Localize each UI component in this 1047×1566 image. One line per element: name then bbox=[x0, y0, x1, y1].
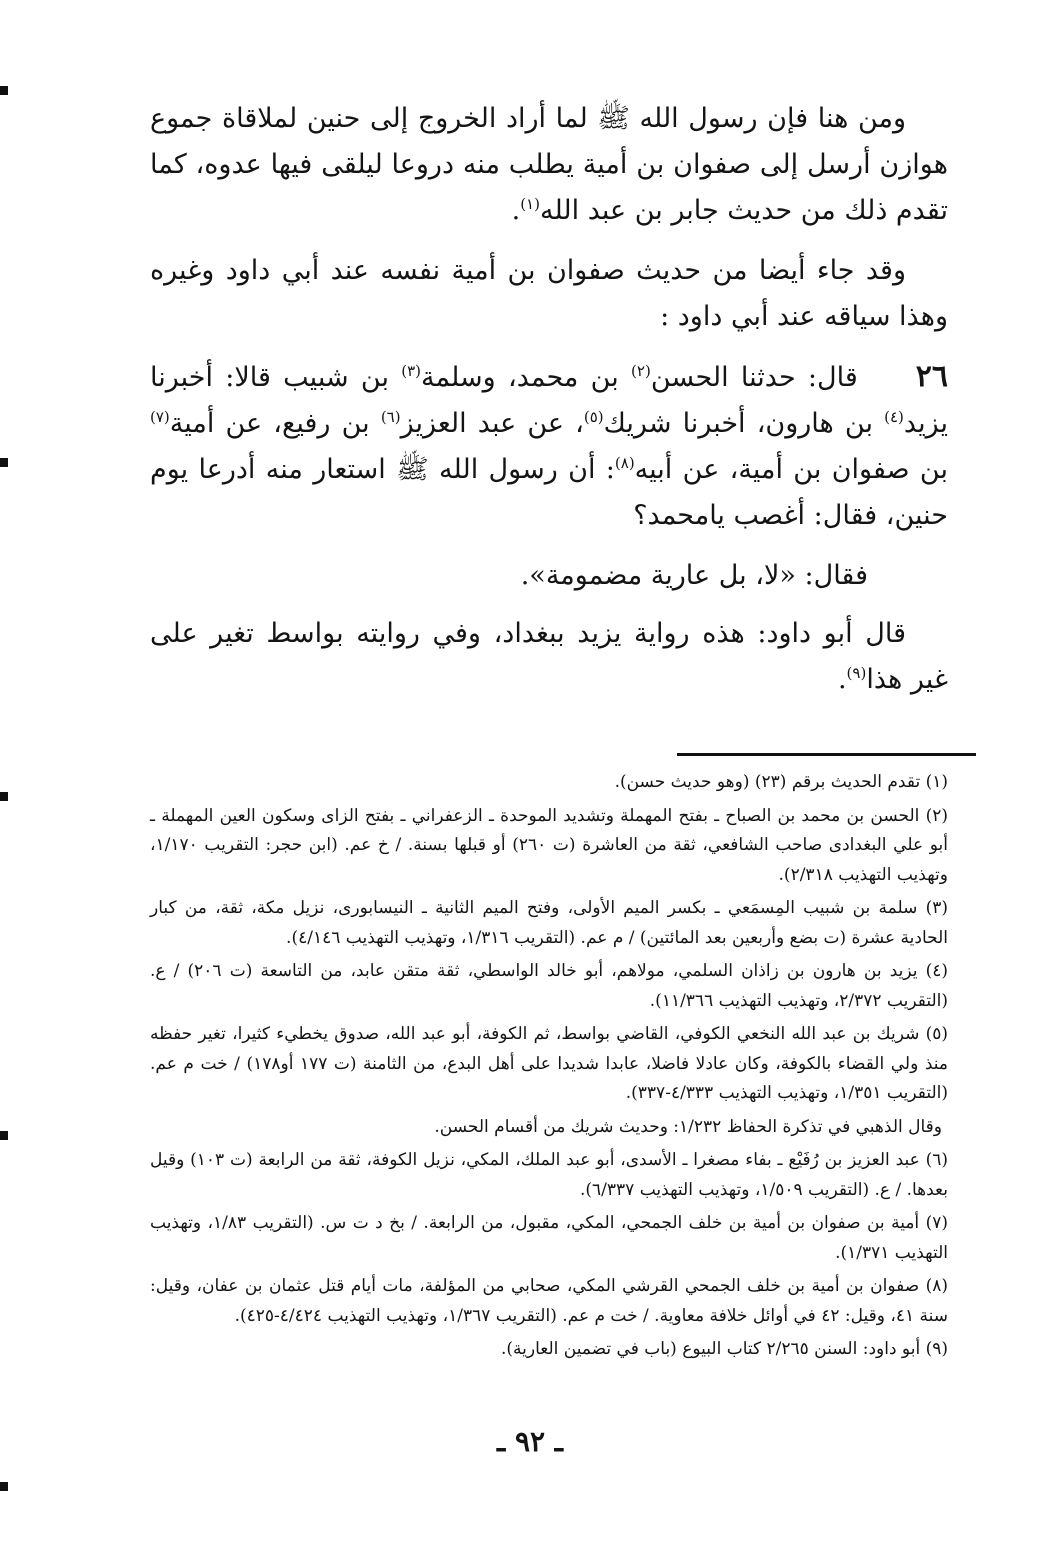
footnote-ref: (٤) bbox=[884, 408, 904, 426]
prophet-reply: فقال: «لا، بل عارية مضمومة». bbox=[520, 560, 868, 591]
footnote-ref: (٣) bbox=[401, 362, 422, 380]
hadith-paragraph: ٢٦قال: حدثنا الحسن$^{(٢)}$ بن محمد، وسلمة$^{(٣)}$ بن شبيب قالا: أخبرنا يزيد$^{(٤)}$ بن هارون، أخبرنا شريك$^{(٥)}$، عن عبد العزيز$^{(٦)}$ بن رفيع، عن أمية$^{(٧)}$ بن صفوان بن أمية، عن أبيه$^{(٨)}$: أن رسول الله ﷺ استعار منه أدرعا يوم حنين، فقال: أغصب يامحمد؟ bbox=[150, 359, 949, 531]
scan-edge-mark bbox=[0, 792, 8, 801]
hadith-number: ٢٦ bbox=[915, 359, 949, 394]
footnote-ref: (١) bbox=[520, 195, 540, 213]
footnote: (٥) شريك بن عبد الله النخعي الكوفي، القاضي بواسط، ثم الكوفة، أبو عبد الله، صدوق يخطيء كثيرا، تغير حفظه منذ ولي القضاء بالكوفة، وكان عادلا فاضلا، عابدا شديدا على أهل البدع، من الثامنة (ت ١٧٧ أو١٧٨) / خت م عم. (التقريب ١/٣٥١، وتهذيب التهذيب ٤/٣٣٣-٣٣٧). bbox=[150, 1024, 948, 1103]
footnote: (٦) عبد العزيز بن رُفَيْع ـ بفاء مصغرا ـ الأسدى، أبو عبد الملك، المكي، نزيل الكوفة، ثقة من الرابعة (ت ١٠٣) وقيل بعدها. / ع. (التقريب ١/٥٠٩، وتهذيب التهذيب ٦/٣٣٧). bbox=[150, 1150, 948, 1200]
footnote-ref: (٩) bbox=[846, 664, 867, 682]
footnote: (٣) سلمة بن شبيب المِسمَعي ـ بكسر الميم الأولى، وفتح الميم الثانية ـ النيسابورى، نزيل مكة، ثقة، من كبار الحادية عشرة (ت بضع وأربعين بعد المائتين) / م عم. (التقريب ١/٣١٦، وتهذيب التهذيب ٤/١٤٦). bbox=[150, 898, 948, 948]
scan-edge-mark bbox=[0, 458, 8, 467]
scan-edge-mark bbox=[0, 1482, 8, 1491]
footnote: (٨) صفوان بن أمية بن خلف الجمحي القرشي المكي، صحابي من المؤلفة، مات أيام قتل عثمان بن عفان، وقيل: سنة ٤١، وقيل: ٤٢ في أوائل خلافة معاوية. / خت م عم. (التقريب ١/٣٦٧، وتهذيب التهذيب ٤/٤٢٤-٤٢٥). bbox=[150, 1276, 949, 1326]
scan-edge-mark bbox=[0, 1131, 8, 1140]
paragraph-hunayn: ومن هنا فإن رسول الله ﷺ لما أراد الخروج إلى حنين لملاقاة جموع هوازن أرسل إلى صفوان بن أمية يطلب منه دروعا ليلقى فيها عدوه، كما تقدم ذلك من حديث جابر بن عبد الله$^{(١)}$. bbox=[150, 103, 948, 226]
footnote: (٢) الحسن بن محمد بن الصباح ـ بفتح المهملة وتشديد الموحدة ـ الزعفراني ـ بفتح الزاى وسكون العين المهملة ـ أبو علي البغدادى صاحب الشافعي، ثقة من العاشرة (ت ٢٦٠) أو قبلها بسنة. / خ عم. (ابن حجر: التقريب ١/١٧٠، وتهذيب التهذيب ٢/٣١٨). bbox=[150, 805, 949, 885]
footnotes bbox=[150, 768, 948, 1369]
footnote-separator bbox=[677, 753, 976, 756]
footnote: (٤) يزيد بن هارون بن زاذان السلمي، مولاهم، أبو خالد الواسطي، ثقة متقن عابد، من التاسعة (ت ٢٠٦) / ع. (التقريب ٢/٣٧٢، وتهذيب التهذيب ١١/٣٦٦). bbox=[150, 961, 948, 1011]
footnote-ref: (٥) bbox=[583, 408, 604, 426]
footnote: (٩) أبو داود: السنن ٢/٢٦٥ كتاب البيوع (باب في تضمين العارية). bbox=[501, 1339, 948, 1359]
scan-edge-mark bbox=[0, 86, 8, 95]
page-number: ـ ٩٢ ـ bbox=[497, 1425, 563, 1458]
footnote-ref: (٦) bbox=[380, 408, 401, 426]
paragraph-intro: وقد جاء أيضا من حديث صفوان بن أمية نفسه عند أبي داود وغيره وهذا سياقه عند أبي داود : bbox=[150, 255, 948, 332]
footnote-ref: (٢) bbox=[631, 362, 651, 380]
footnote-ref: (٨) bbox=[614, 454, 635, 472]
main-text bbox=[150, 96, 948, 717]
footnote: (١) تقدم الحديث برقم (٢٣) (وهو حديث حسن). bbox=[614, 772, 948, 792]
abu-dawud-note: قال أبو داود: هذه رواية يزيد ببغداد، وفي روايته بواسط تغير على غير هذا$^{(٩)}$. bbox=[150, 618, 948, 695]
footnote-continuation: وقال الذهبي في تذكرة الحفاظ ١/٢٣٢: وحديث شريك من أقسام الحسن. bbox=[434, 1116, 942, 1137]
footnote-ref: (٧) bbox=[150, 408, 170, 426]
footnote: (٧) أمية بن صفوان بن أمية بن خلف الجمحي، المكي، مقبول، من الرابعة. / بخ د ت س. (التقريب ١/٨٣، وتهذيب التهذيب ١/٣٧١). bbox=[150, 1213, 949, 1263]
